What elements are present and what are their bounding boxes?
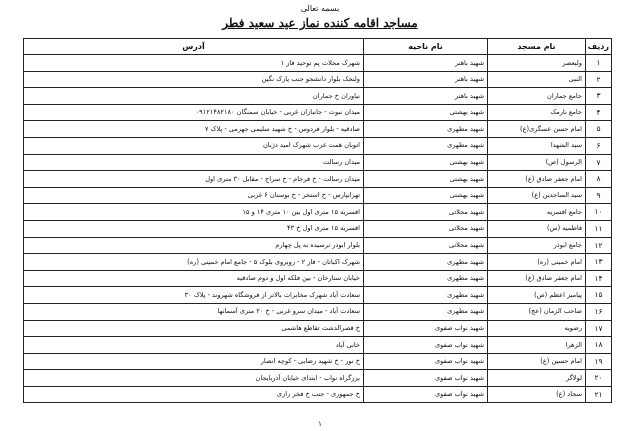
address-cell: خ جمهوری - جنب خ فخر رازی: [24, 386, 364, 403]
area-name-cell: شهید باهنر: [364, 55, 488, 72]
table-header-row: [24, 39, 612, 55]
mosque-name-cell: جامع نارمک: [488, 104, 586, 121]
row-number-cell: ۱۱: [586, 220, 612, 237]
address-cell: شهرک محلات پم توحید فاز ۱: [24, 55, 364, 72]
address-cell: صادقیه - بلوار فردوس - خ شهید سلیمی جهرمی - پلاک ۷: [24, 121, 364, 138]
row-number-cell: ۲۱: [586, 386, 612, 403]
table-row: [24, 220, 612, 237]
mosque-name-cell: النبی: [488, 71, 586, 88]
address-cell: خیابان ستارخان - بین فلکه اول و دوم صادقیه: [24, 270, 364, 287]
area-name-cell: شهید بهشتی: [364, 154, 488, 171]
mosque-name-cell: صاحب الزمان (عج): [488, 303, 586, 320]
table-row: [24, 88, 612, 105]
row-number-cell: ۱: [586, 55, 612, 72]
address-cell: میدان نبوت - جانبازان غربی - خیابان سمنگان ۰۹۱۲۱۴۸۲۱۸۰: [24, 104, 364, 121]
address-cell: میدان رسالت: [24, 154, 364, 171]
row-number-cell: ۳: [586, 88, 612, 105]
area-name-cell: شهید نواب صفوی: [364, 386, 488, 403]
table-row: [24, 337, 612, 354]
mosque-name-cell: جامع افسریه: [488, 204, 586, 221]
table-row: [24, 370, 612, 387]
document-title: مساجد اقامه کننده نماز عید سعید فطر: [222, 16, 418, 30]
row-number-cell: ۱۹: [586, 353, 612, 370]
row-number-cell: ۱۰: [586, 204, 612, 221]
mosque-name-cell: جامع ابوذر: [488, 237, 586, 254]
table-row: [24, 171, 612, 188]
mosque-name-cell: الزهرا: [488, 337, 586, 354]
table-row: [24, 187, 612, 204]
address-cell: تهرانپارس - خ استخر - خ بوستان ۶ غربی: [24, 187, 364, 204]
area-name-cell: شهید نواب صفوی: [364, 370, 488, 387]
address-cell: ولنجک بلوار دانشجو جنب پارک نگین: [24, 71, 364, 88]
area-name-cell: شهید بهشتی: [364, 187, 488, 204]
address-cell: خ نور - خ شهید رضایی - کوچه انصار: [24, 353, 364, 370]
table-row: [24, 270, 612, 287]
mosque-name-cell: رضویه: [488, 320, 586, 337]
mosque-name-cell: امام جعفر صادق (ع): [488, 171, 586, 188]
table-row: [24, 55, 612, 72]
mosque-name-cell: ولیعصر: [488, 55, 586, 72]
mosque-name-cell: امام حسین (ع): [488, 353, 586, 370]
area-name-cell: شهید نواب صفوی: [364, 320, 488, 337]
mosque-name-cell: پیامبر اعظم (ص): [488, 287, 586, 304]
header-address: آدرس: [24, 39, 364, 55]
address-cell: نیاوران خ جماران: [24, 88, 364, 105]
area-name-cell: شهید باهنر: [364, 88, 488, 105]
row-number-cell: ۱۲: [586, 237, 612, 254]
mosque-name-cell: امام حسن عسگری(ع): [488, 121, 586, 138]
mosque-name-cell: امام خمینی (ره): [488, 254, 586, 271]
mosque-name-cell: سید الشهدا: [488, 137, 586, 154]
table-row: [24, 386, 612, 403]
table-row: [24, 254, 612, 271]
address-cell: افسریه ۱۵ متری اول بین ۱۰ متری ۱۴ و ۱۵: [24, 204, 364, 221]
address-cell: اتوبان همت غرب شهرک امید دژبان: [24, 137, 364, 154]
address-cell: خانی آباد: [24, 337, 364, 354]
area-name-cell: شهید مطهری: [364, 303, 488, 320]
row-number-cell: ۶: [586, 137, 612, 154]
table-row: [24, 137, 612, 154]
area-name-cell: شهید محلاتی: [364, 237, 488, 254]
row-number-cell: ۱۴: [586, 270, 612, 287]
address-cell: شهرک اکباتان - فاز ۲ - روبروی بلوک ۵ - جامع امام خمینی (ره): [24, 254, 364, 271]
row-number-cell: ۱۷: [586, 320, 612, 337]
area-name-cell: شهید باهنر: [364, 71, 488, 88]
address-cell: بزرگراه نواب - ابتدای خیابان آذربایجان: [24, 370, 364, 387]
area-name-cell: شهید مطهری: [364, 287, 488, 304]
row-number-cell: ۲: [586, 71, 612, 88]
mosques-table: [23, 38, 612, 403]
table-row: [24, 121, 612, 138]
table-row: [24, 303, 612, 320]
row-number-cell: ۱۵: [586, 287, 612, 304]
row-number-cell: ۷: [586, 154, 612, 171]
address-cell: سعادت آباد - میدان سرو غربی - خ ۲۰ متری آسمانها: [24, 303, 364, 320]
header-area-name: نام ناحیه: [364, 39, 488, 55]
area-name-cell: شهید مطهری: [364, 270, 488, 287]
basmala-heading: بسمه تعالی: [300, 4, 340, 13]
table-row: [24, 287, 612, 304]
table-row: [24, 71, 612, 88]
table-row: [24, 353, 612, 370]
area-name-cell: شهید بهشتی: [364, 171, 488, 188]
row-number-cell: ۹: [586, 187, 612, 204]
address-cell: سعادت آباد شهرک مخابرات بالاتر از فروشگاه شهروند - پلاک ۳۰: [24, 287, 364, 304]
address-cell: خ قصرالدشت تقاطع هاشمی: [24, 320, 364, 337]
area-name-cell: شهید نواب صفوی: [364, 337, 488, 354]
table-row: [24, 204, 612, 221]
mosque-name-cell: الرسول (ص): [488, 154, 586, 171]
mosque-name-cell: فاطمیه (س): [488, 220, 586, 237]
row-number-cell: ۱۳: [586, 254, 612, 271]
area-name-cell: شهید نواب صفوی: [364, 353, 488, 370]
address-cell: میدان رسالت - خ فرجام - خ سراج - مقابل ۳۰ متری اول: [24, 171, 364, 188]
area-name-cell: شهید محلاتی: [364, 220, 488, 237]
address-cell: بلوار ابوذر نرسیده به پل چهارم: [24, 237, 364, 254]
mosque-name-cell: امام جعفر صادق (ع): [488, 270, 586, 287]
header-mosque-name: نام مسجد: [488, 39, 586, 55]
table-row: [24, 104, 612, 121]
table-row: [24, 320, 612, 337]
area-name-cell: شهید مطهری: [364, 137, 488, 154]
table-body: [24, 55, 612, 403]
area-name-cell: شهید بهشتی: [364, 104, 488, 121]
row-number-cell: ۱۸: [586, 337, 612, 354]
row-number-cell: ۲۰: [586, 370, 612, 387]
row-number-cell: ۱۶: [586, 303, 612, 320]
area-name-cell: شهید محلاتی: [364, 204, 488, 221]
row-number-cell: ۸: [586, 171, 612, 188]
mosque-name-cell: سجاد (ع): [488, 386, 586, 403]
row-number-cell: ۴: [586, 104, 612, 121]
row-number-cell: ۵: [586, 121, 612, 138]
header-row-number: ردیف: [586, 39, 612, 55]
area-name-cell: شهید مطهری: [364, 121, 488, 138]
mosque-name-cell: سید الساجدین (ع): [488, 187, 586, 204]
mosque-name-cell: جامع جماران: [488, 88, 586, 105]
address-cell: افسریه ۱۵ متری اول خ ۴۳: [24, 220, 364, 237]
area-name-cell: شهید مطهری: [364, 254, 488, 271]
table-row: [24, 154, 612, 171]
mosque-name-cell: لولاگر: [488, 370, 586, 387]
page-number: ۱: [318, 420, 322, 428]
table-row: [24, 237, 612, 254]
